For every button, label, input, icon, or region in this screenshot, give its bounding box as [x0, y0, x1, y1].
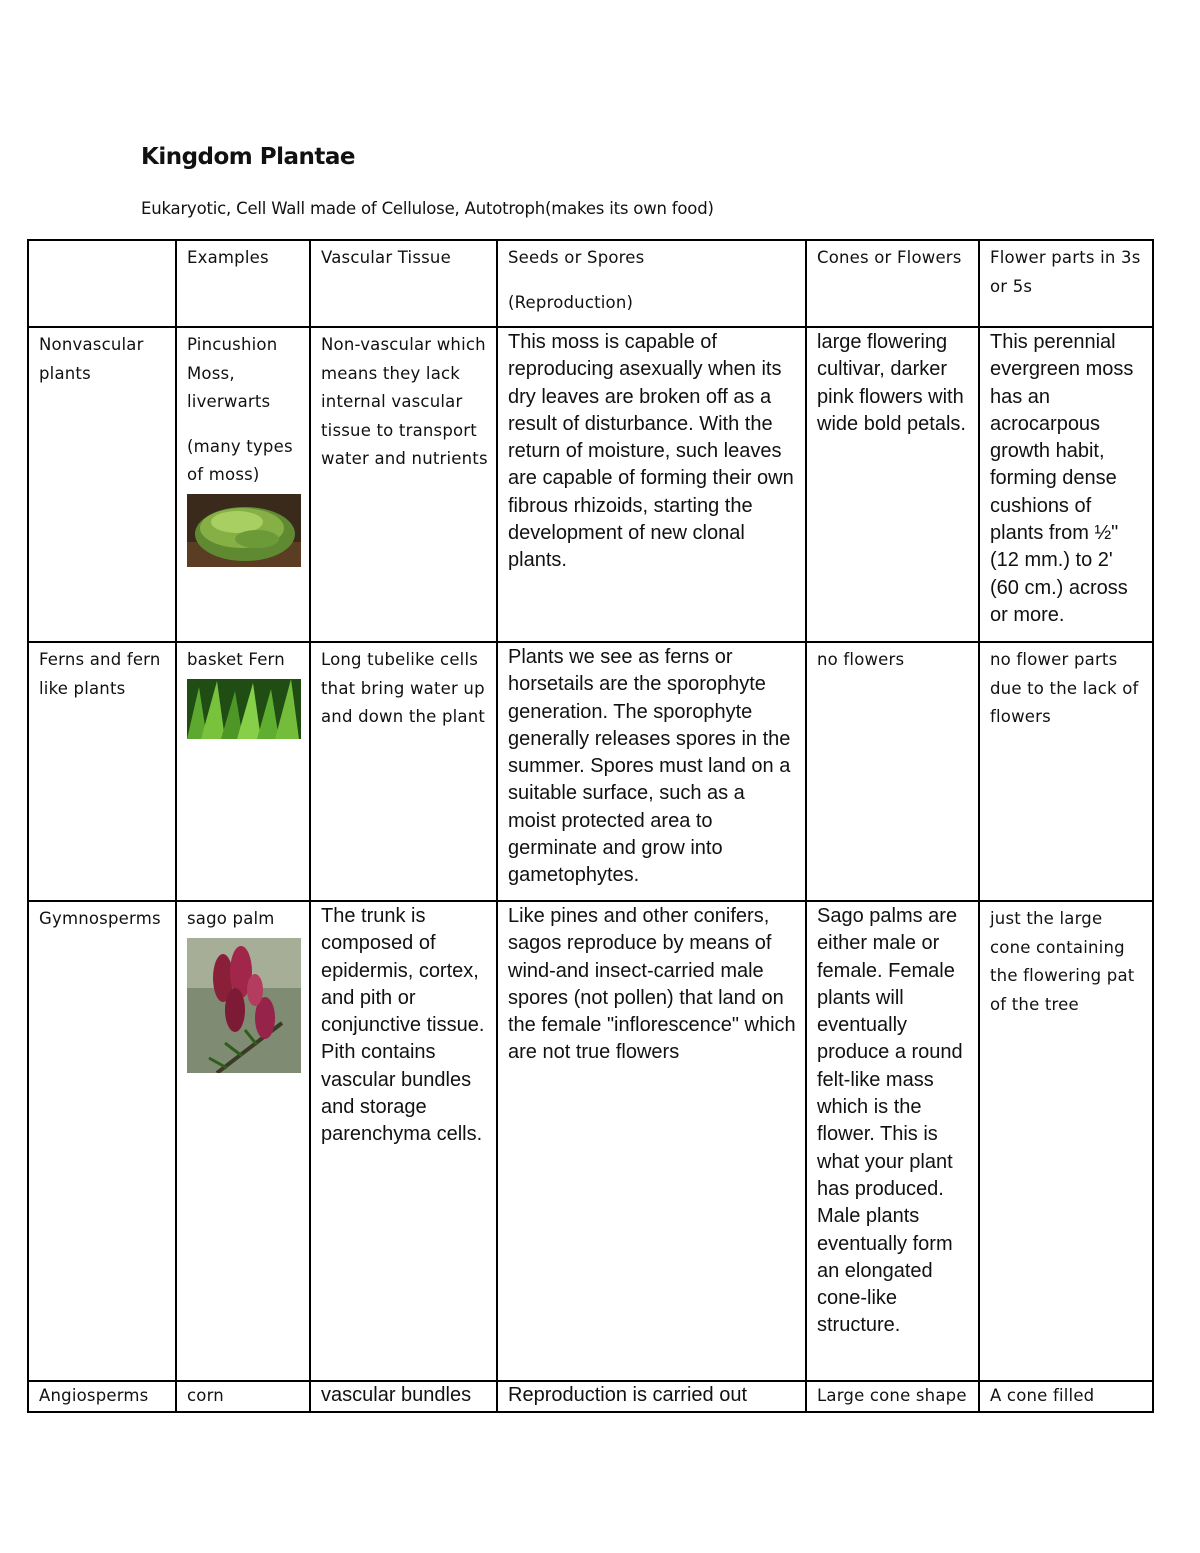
group-cell: Angiosperms — [28, 1381, 176, 1412]
page-title: Kingdom Plantae — [141, 144, 356, 170]
moss-photo — [187, 494, 301, 567]
fern-photo — [187, 679, 301, 739]
header-seeds-or-spores: Seeds or Spores (Reproduction) — [497, 240, 806, 327]
flower-parts-cell: This perennial evergreen moss has an acrocarpous growth habit, forming dense cushions of plants from ½" (12 mm.) to 2' (60 cm.) across or more. — [979, 327, 1153, 642]
header-flower-parts: Flower parts in 3s or 5s — [979, 240, 1153, 327]
cones-cell: Sago palms are either male or female. Female plants will eventually produce a round felt-like mass which is the flower. This is what your plant has produced. Male plants eventually form an elongated cone-like structure. — [806, 901, 979, 1381]
seeds-cell: Like pines and other conifers, sagos reproduce by means of wind-and insect-carried male spores (not pollen) that land on the female "inflorescence" which are not true flowers — [497, 901, 806, 1381]
header-cones-or-flowers: Cones or Flowers — [806, 240, 979, 327]
vascular-cell: vascular bundles — [310, 1381, 497, 1412]
header-reproduction-note: (Reproduction) — [508, 292, 634, 312]
header-vascular-tissue: Vascular Tissue — [310, 240, 497, 327]
vascular-cell: Long tubelike cells that bring water up and down the plant — [310, 642, 497, 901]
cones-cell: no flowers — [806, 642, 979, 901]
flower-parts-cell: no flower parts due to the lack of flowers — [979, 642, 1153, 901]
plant-classification-table — [27, 239, 1154, 1413]
examples-cell: corn — [176, 1381, 310, 1412]
vascular-cell: Non-vascular which means they lack internal vascular tissue to transport water and nutrients — [310, 327, 497, 642]
header-empty-cell — [28, 240, 176, 327]
cone-photo — [187, 938, 301, 1073]
table-row — [28, 901, 1153, 1381]
table-row — [28, 327, 1153, 642]
seeds-cell: Plants we see as ferns or horsetails are the sporophyte generation. The sporophyte generally releases spores in the summer. Spores must land on a suitable surface, such as a moist protected area to germinate and grow into gametophytes. — [497, 642, 806, 901]
flower-parts-cell: just the large cone containing the flowering pat of the tree — [979, 901, 1153, 1381]
header-examples: Examples — [176, 240, 310, 327]
seeds-cell: This moss is capable of reproducing asexually when its dry leaves are broken off as a result of disturbance. With the return of moisture, such leaves are capable of forming their own fibrous rhizoids, starting the development of new clonal plants. — [497, 327, 806, 642]
seeds-cell: Reproduction is carried out — [497, 1381, 806, 1412]
table-row — [28, 642, 1153, 901]
vascular-cell: The trunk is composed of epidermis, cortex, and pith or conjunctive tissue. Pith contains vascular bundles and storage parenchyma cells. — [310, 901, 497, 1381]
examples-cell: Pincushion Moss, liverwarts (many types of moss) — [176, 327, 310, 642]
group-cell: Ferns and fern like plants — [28, 642, 176, 901]
cones-cell: Large cone shape — [806, 1381, 979, 1412]
table-row — [28, 1381, 1153, 1412]
page-subtitle: Eukaryotic, Cell Wall made of Cellulose, Autotroph(makes its own food) — [141, 199, 714, 218]
examples-cell: sago palm — [176, 901, 310, 1381]
cones-cell: large flowering cultivar, darker pink flowers with wide bold petals. — [806, 327, 979, 642]
group-cell: Nonvascular plants — [28, 327, 176, 642]
flower-parts-cell: A cone filled — [979, 1381, 1153, 1412]
group-cell: Gymnosperms — [28, 901, 176, 1381]
examples-note: (many types of moss) — [187, 436, 293, 484]
examples-cell: basket Fern — [176, 642, 310, 901]
header-row — [28, 240, 1153, 327]
